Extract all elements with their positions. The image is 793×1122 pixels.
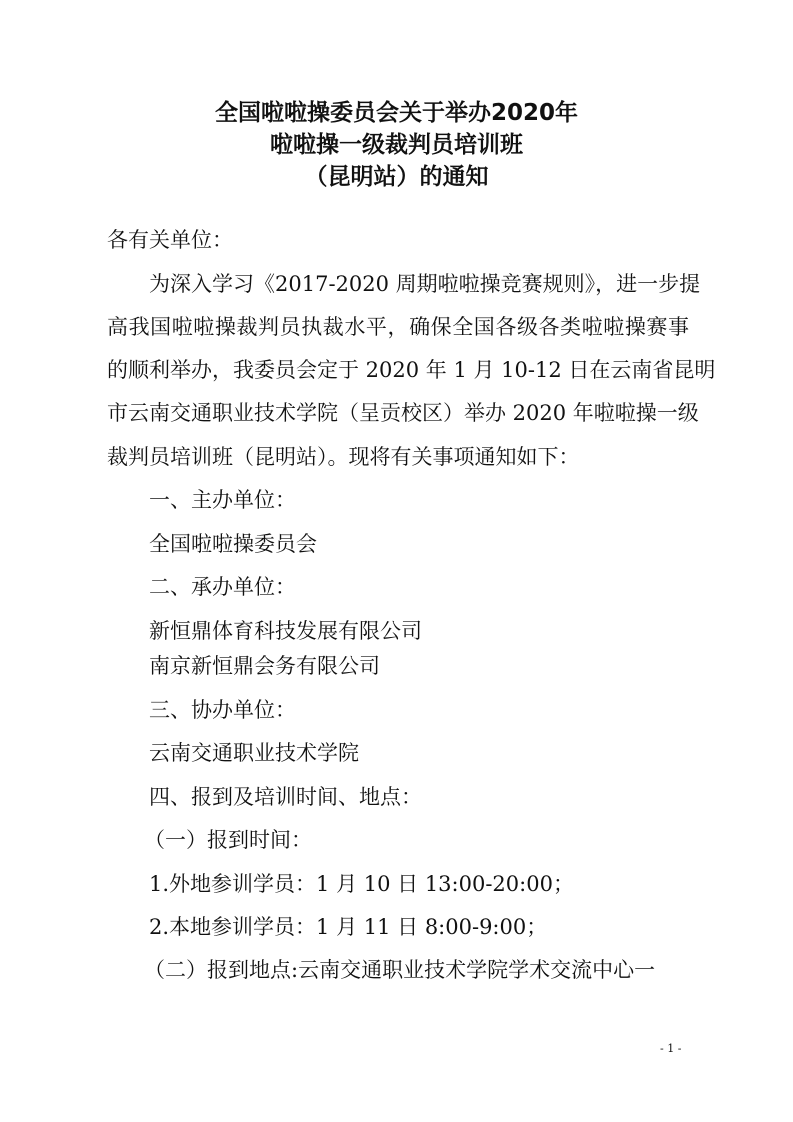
intro-line-1: 为深入学习《2017-2020 周期啦啦操竞赛规则》，进一步提 <box>149 272 701 296</box>
title-line-1: 全国啦啦操委员会关于举办2020年 <box>214 100 578 126</box>
title-line-3: （昆明站）的通知 <box>304 164 489 190</box>
intro-line-2: 高我国啦啦操裁判员执裁水平，确保全国各级各类啦啦操赛事 <box>107 315 689 339</box>
section-4-heading: 四、报到及培训时间、地点： <box>149 785 422 809</box>
title-line-2: 啦啦操一级裁判员培训班 <box>270 132 523 158</box>
intro-line-3: 的顺利举办，我委员会定于 2020 年 1 月 10-12 日在云南省昆明 <box>107 358 716 382</box>
section-2-item-1: 新恒鼎体育科技发展有限公司 <box>149 619 422 643</box>
section-2-item-2: 南京新恒鼎会务有限公司 <box>149 654 380 678</box>
section-1-body: 全国啦啦操委员会 <box>149 532 317 556</box>
page-number: - 1 - <box>660 1042 682 1055</box>
section-3-body: 云南交通职业技术学院 <box>149 741 359 765</box>
subsection-2-text: （二）报到地点:云南交通职业技术学院学术交流中心一 <box>144 958 656 982</box>
salutation: 各有关单位： <box>107 228 233 252</box>
intro-line-5: 裁判员培训班（昆明站）。现将有关事项通知如下： <box>107 445 580 469</box>
subsection-1-heading: （一）报到时间： <box>144 828 312 852</box>
section-1-heading: 一、主办单位： <box>149 488 296 512</box>
section-3-heading: 三、协办单位： <box>149 698 296 722</box>
section-2-heading: 二、承办单位： <box>149 575 296 599</box>
subsection-1-item-2: 2.本地参训学员：1 月 11 日 8:00-9:00； <box>149 915 548 939</box>
subsection-1-item-1: 1.外地参训学员：1 月 10 日 13:00-20:00； <box>149 872 574 896</box>
intro-line-4: 市云南交通职业技术学院（呈贡校区）举办 2020 年啦啦操一级 <box>107 401 699 425</box>
